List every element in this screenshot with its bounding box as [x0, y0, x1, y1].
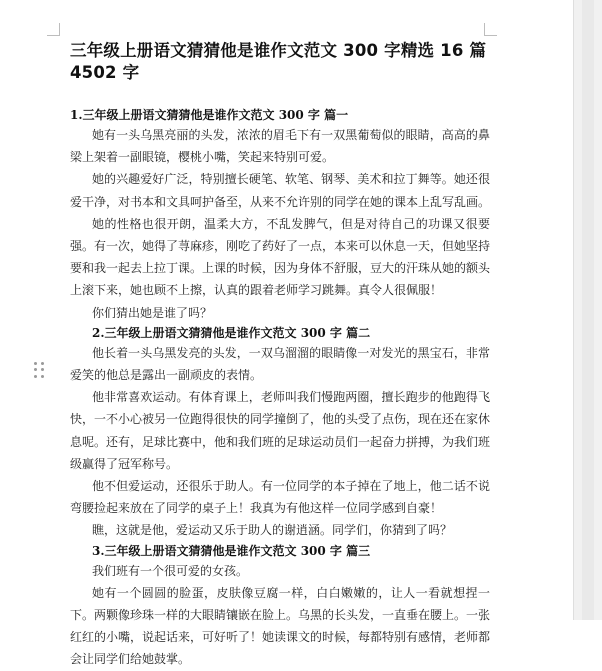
paragraph: 他不但爱运动，还很乐于助人。有一位同学的本子掉在了地上，他二话不说弯腰捡起来放在了同学的桌子上！我真为有他这样一位同学感到自豪！ — [70, 479, 490, 516]
section-heading: 1.三年级上册语文猜猜他是谁作文范文 300 字 篇一 — [70, 108, 349, 122]
section-heading: 3.三年级上册语文猜猜他是谁作文范文 300 字 篇三 — [92, 543, 371, 558]
vertical-scrollbar[interactable] — [573, 0, 602, 620]
section-1 — [70, 106, 490, 324]
paragraph: 她的性格也很开朗，温柔大方，不乱发脾气，但是对待自己的功课又很要强。有一次，她得了荨麻疹，刚吃了药好了一点，本来可以休息一天，但她坚持要和我一起去上拉丁课。上课的时候，因为身体不舒服，豆大的汗珠从她的额头上滚下来，她也顾不上擦，认真的跟着老师学习跳舞。真令人很佩服！ — [70, 216, 491, 298]
section-2 — [70, 324, 490, 542]
paragraph: 她有一头乌黑亮丽的头发，浓浓的眉毛下有一双黑葡萄似的眼睛，高高的鼻梁上架着一副眼镜，樱桃小嘴，笑起来特别可爱。 — [70, 128, 490, 165]
document-title: 三年级上册语文猜猜他是谁作文范文 300 字精选 16 篇 4502 字 — [70, 41, 487, 82]
paragraph: 他非常喜欢运动。有体育课上，老师叫我们慢跑两圈，擅长跑步的他跑得飞快，一不小心被另一位跑得很快的同学撞倒了，他的头受了点伤，现在还在家休息呢。还有，足球比赛中，他和我们班的足球运动员们一起奋力拼搏，为我们班级赢得了冠军称号。 — [70, 390, 491, 471]
page-corner-mark-left — [47, 23, 60, 36]
paragraph: 她有一个圆圆的脸蛋，皮肤像豆腐一样，白白嫩嫩的，让人一看就想捏一下。两颗像珍珠一样的大眼睛镶嵌在脸上。乌黑的长头发，一直垂在腰上。一张红红的小嘴，说起话来，可好听了！她读课文的时候，每都特别有感情，老师都会让同学们给她鼓掌。 — [70, 585, 491, 667]
paragraph: 他长着一头乌黑发亮的头发，一双乌溜溜的眼睛像一对发光的黑宝石，非常爱笑的他总是露出一副顽皮的表情。 — [70, 345, 490, 383]
drag-handle-icon[interactable] — [34, 362, 46, 378]
section-3 — [70, 542, 490, 671]
page-corner-mark-right — [484, 23, 497, 36]
document-body — [70, 40, 490, 671]
scrollbar-thumb[interactable] — [582, 0, 594, 620]
paragraph: 瞧，这就是他，爱运动又乐于助人的谢逍涵。同学们，你猜到了吗？ — [92, 523, 453, 538]
section-heading: 2.三年级上册语文猜猜他是谁作文范文 300 字 篇二 — [92, 325, 371, 340]
paragraph: 我们班有一个很可爱的女孩。 — [92, 563, 249, 578]
paragraph: 你们猜出她是谁了吗？ — [92, 305, 213, 320]
paragraph: 她的兴趣爱好广泛，特别擅长硬笔、软笔、钢琴、美术和拉丁舞等。她还很爱干净，对书本和文具呵护备至，从来不允许别的同学在她的课本上乱写乱画。 — [70, 172, 491, 209]
